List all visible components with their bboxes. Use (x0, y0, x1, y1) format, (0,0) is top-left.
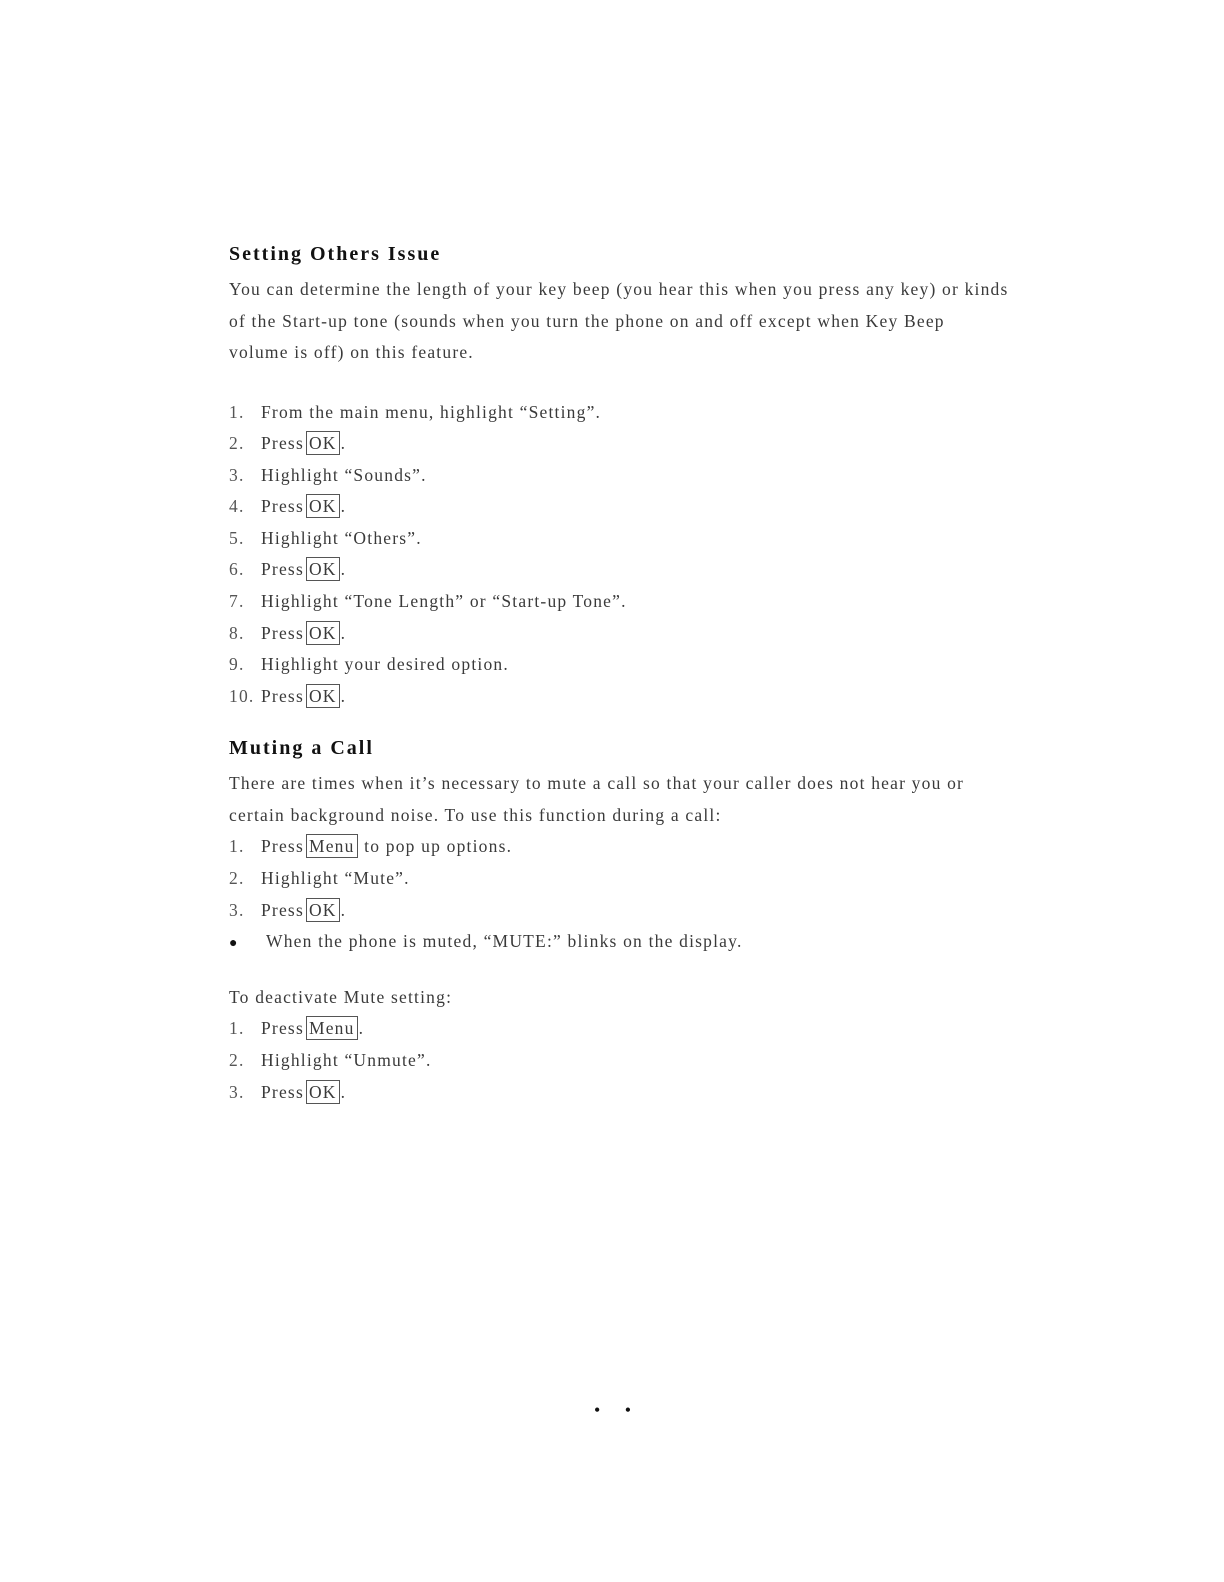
step-number: 1. (229, 1018, 245, 1039)
step-body (261, 491, 346, 523)
key-label-box: OK (306, 621, 340, 645)
step-text: Highlight “Unmute”. (261, 1049, 432, 1070)
step-item (229, 649, 1009, 681)
step-body (261, 649, 509, 681)
step-item (229, 831, 1009, 863)
bullet-note (229, 926, 1009, 960)
step-number: 1. (229, 836, 245, 857)
step-text: Highlight your desired option. (261, 654, 509, 675)
step-body (261, 618, 346, 650)
steps-list-muting-call (229, 831, 1009, 926)
step-text-after: . (340, 1081, 347, 1102)
step-text: Press (261, 496, 304, 517)
step-number: 8. (229, 622, 245, 643)
bullet-note-text: When the phone is muted, “MUTE:” blinks on the display. (266, 931, 743, 952)
step-body (261, 460, 427, 492)
section-title-muting-call: Muting a Call (229, 737, 374, 760)
step-body (261, 1077, 346, 1109)
step-text: Highlight “Mute”. (261, 868, 410, 889)
step-body (261, 397, 601, 429)
step-body (261, 586, 627, 618)
step-item (229, 1045, 1009, 1077)
key-label-box: OK (306, 557, 340, 581)
step-text-after: . (340, 433, 347, 454)
key-label-box: Menu (306, 1016, 358, 1040)
step-number: 10. (229, 685, 255, 706)
key-label-box: OK (306, 898, 340, 922)
step-number: 3. (229, 464, 245, 485)
step-body (261, 863, 410, 895)
bullet-icon: ● (229, 936, 239, 952)
step-number: 6. (229, 559, 245, 580)
step-number: 5. (229, 527, 245, 548)
step-body (261, 428, 346, 460)
step-text: Press (261, 1018, 304, 1039)
step-body (261, 831, 512, 863)
step-item (229, 681, 1009, 713)
section-intro-setting-others: You can determine the length of your key beep (you hear this when you press any key) or kinds of the Start-up tone (sounds when you turn the phone on and off except when Key Beep volume is off) on this feature. (229, 279, 1009, 362)
step-text-after: . (340, 496, 347, 517)
step-number: 3. (229, 899, 245, 920)
step-item (229, 1077, 1009, 1109)
step-item (229, 428, 1009, 460)
step-text: Press (261, 433, 304, 454)
step-text: Press (261, 836, 304, 857)
step-number: 2. (229, 868, 245, 889)
page-marker: • • (594, 1400, 642, 1420)
step-item (229, 554, 1009, 586)
step-number: 2. (229, 1049, 245, 1070)
step-item (229, 523, 1009, 555)
step-text-after: . (340, 685, 347, 706)
step-body (261, 554, 346, 586)
step-text: Press (261, 685, 304, 706)
step-text: Highlight “Others”. (261, 527, 422, 548)
spacer (229, 712, 1009, 734)
deactivate-label: To deactivate Mute setting: (229, 986, 453, 1007)
step-item (229, 460, 1009, 492)
step-item (229, 1013, 1009, 1045)
key-label-box: OK (306, 1080, 340, 1104)
section-intro-muting-call: There are times when it’s necessary to mute a call so that your caller does not hear you or certain background noise. To use this function during a call: (229, 773, 965, 825)
step-body (261, 681, 346, 713)
step-number: 1. (229, 401, 245, 422)
step-item (229, 618, 1009, 650)
step-text-after: to pop up options. (358, 836, 513, 857)
step-item (229, 397, 1009, 429)
step-text-after: . (340, 622, 347, 643)
spacer (229, 369, 1009, 397)
step-item (229, 586, 1009, 618)
step-text: From the main menu, highlight “Setting”. (261, 401, 602, 422)
step-number: 3. (229, 1081, 245, 1102)
step-number: 2. (229, 433, 245, 454)
step-text: Press (261, 1081, 304, 1102)
step-number: 7. (229, 591, 245, 612)
key-label-box: Menu (306, 834, 358, 858)
step-body (261, 895, 346, 927)
step-number: 9. (229, 654, 245, 675)
document-page (229, 240, 1009, 1108)
step-text-after: . (340, 899, 347, 920)
step-item (229, 895, 1009, 927)
step-number: 4. (229, 496, 245, 517)
steps-list-deactivate-mute (229, 1013, 1009, 1108)
step-item (229, 863, 1009, 895)
key-label-box: OK (306, 684, 340, 708)
step-text-after: . (358, 1018, 365, 1039)
step-text-after: . (340, 559, 347, 580)
step-text: Press (261, 622, 304, 643)
step-body (261, 1013, 364, 1045)
step-text: Press (261, 559, 304, 580)
step-body (261, 1045, 432, 1077)
step-body (261, 523, 422, 555)
spacer (229, 960, 1009, 982)
key-label-box: OK (306, 494, 340, 518)
step-text: Press (261, 899, 304, 920)
section-title-setting-others: Setting Others Issue (229, 243, 442, 265)
step-item (229, 491, 1009, 523)
step-text: Highlight “Tone Length” or “Start-up Tone”. (261, 591, 627, 612)
steps-list-setting-others (229, 397, 1009, 713)
key-label-box: OK (306, 431, 340, 455)
step-text: Highlight “Sounds”. (261, 464, 427, 485)
